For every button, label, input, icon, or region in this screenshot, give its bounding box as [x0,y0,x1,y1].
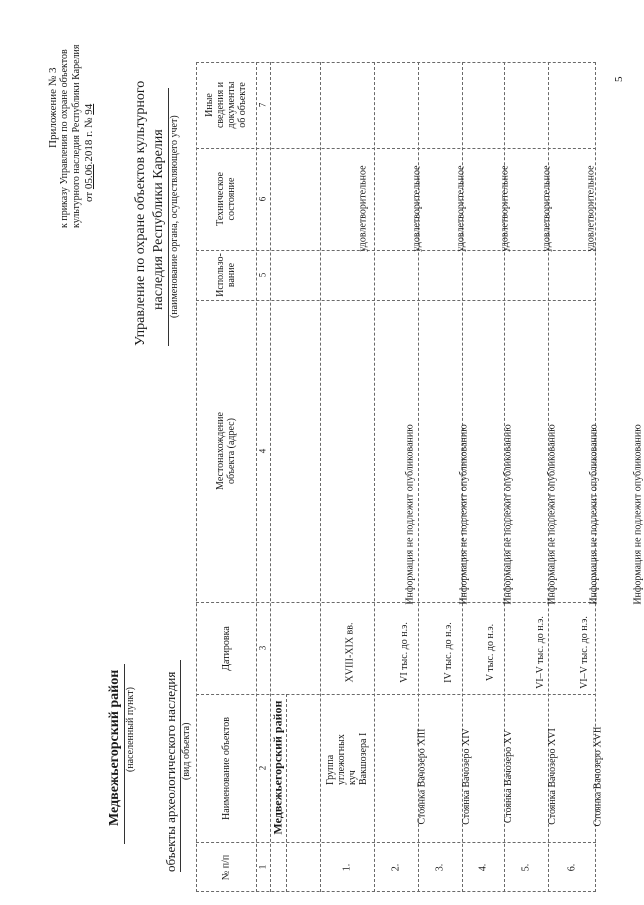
header-number: № п/п [220,854,232,880]
appendix-date: 05.06 [83,164,95,190]
row-5-location: Информация не подлежит опубликованию [588,424,600,605]
appendix-line-3: культурного наследия Республики Карелия [71,44,82,228]
colnum-1: 1 [257,864,268,870]
header-state: Техническое состояние [215,172,237,226]
row-2-number: 2. [390,863,402,871]
row-4-location: Информация не подлежит опубликованию [546,424,558,605]
colnum-4: 4 [257,448,268,454]
row-6-location: Информация не подлежит опубликованию [632,424,644,605]
row-4-number: 4. [477,863,489,871]
row-2-state: удовлетворительное [411,165,423,252]
authority-caption: (наименование органа, осуществляющего учет) [169,115,180,318]
authority-line-1: Управление по охране объектов культурного [133,80,148,346]
row-3-number: 3. [434,863,446,871]
row-2-dating: VI тыс. до н.э. [398,622,410,683]
appendix-line-2: к приказу Управления по охране объектов [59,49,70,228]
page-number: 5 [613,76,625,82]
appendix-from: от [83,191,95,202]
appendix-line-4 [84,104,95,202]
appendix-order-number: 94 [83,103,95,115]
row-3-dating: IV тыс. до н.э. [442,622,454,683]
row-4-state: удовлетворительное [499,165,511,252]
row-1-location: Информация не подлежит опубликованию [404,424,416,605]
appendix-line-1: Приложение № 3 [47,67,59,148]
row-4-dating: V тыс. до н.э. [485,623,497,682]
row-1-number: 1. [341,863,353,871]
row-5-name: Стоянка Вачозеро XVI [546,728,558,825]
header-location: Местонахождение объекта (адрес) [215,412,237,490]
colnum-2: 2 [257,765,268,771]
row-2-location: Информация не подлежит опубликованию [458,424,470,605]
row-3-name: Стоянка Вачозеро XIV [460,728,472,825]
row-4-name: Стоянка Вачозеро XV [503,729,515,824]
row-6-name: Стоянка Вачозеро XVII [592,726,604,827]
colnum-3: 3 [257,645,268,651]
row-1-name: Группа углежогных куч Вакшозера I [325,732,369,785]
row-5-number: 5. [520,863,532,871]
row-2-name: Стоянка Вачозеро XIII [416,728,428,825]
object-type: объекты археологического наследия [163,671,178,872]
authority-line-2: наследия Республики Карелия [151,129,166,310]
colnum-7: 7 [257,102,268,108]
row-3-location: Информация не подлежит опубликованию [502,424,514,605]
colnum-6: 6 [257,196,268,202]
district-caption: (населенный пункт) [125,687,136,772]
row-6-dating: VI–V тыс. до н.э. [578,616,590,689]
appendix-year-number: .2018 г. № [83,117,95,165]
section-title: Медвежьегорский район [270,701,285,835]
row-1-state: удовлетворительное [357,165,369,252]
district-title: Медвежьегорский район [107,669,122,826]
header-name: Наименование объектов [220,716,232,820]
row-6-number: 6. [566,863,578,871]
row-3-state: удовлетворительное [455,165,467,252]
header-dating: Датировка [220,625,232,671]
object-type-caption: (вид объекта) [181,722,192,780]
header-other: Иные сведения и документы об объекте [204,81,248,129]
colnum-5: 5 [257,272,268,278]
header-use: Использо-вание [215,253,237,297]
row-5-dating: VI–V тыс. до н.э. [534,616,546,689]
row-1-dating: XVIII-XIX вв. [344,622,356,683]
row-6-state: удовлетворительное [585,165,597,252]
row-5-state: удовлетворительное [541,165,553,252]
